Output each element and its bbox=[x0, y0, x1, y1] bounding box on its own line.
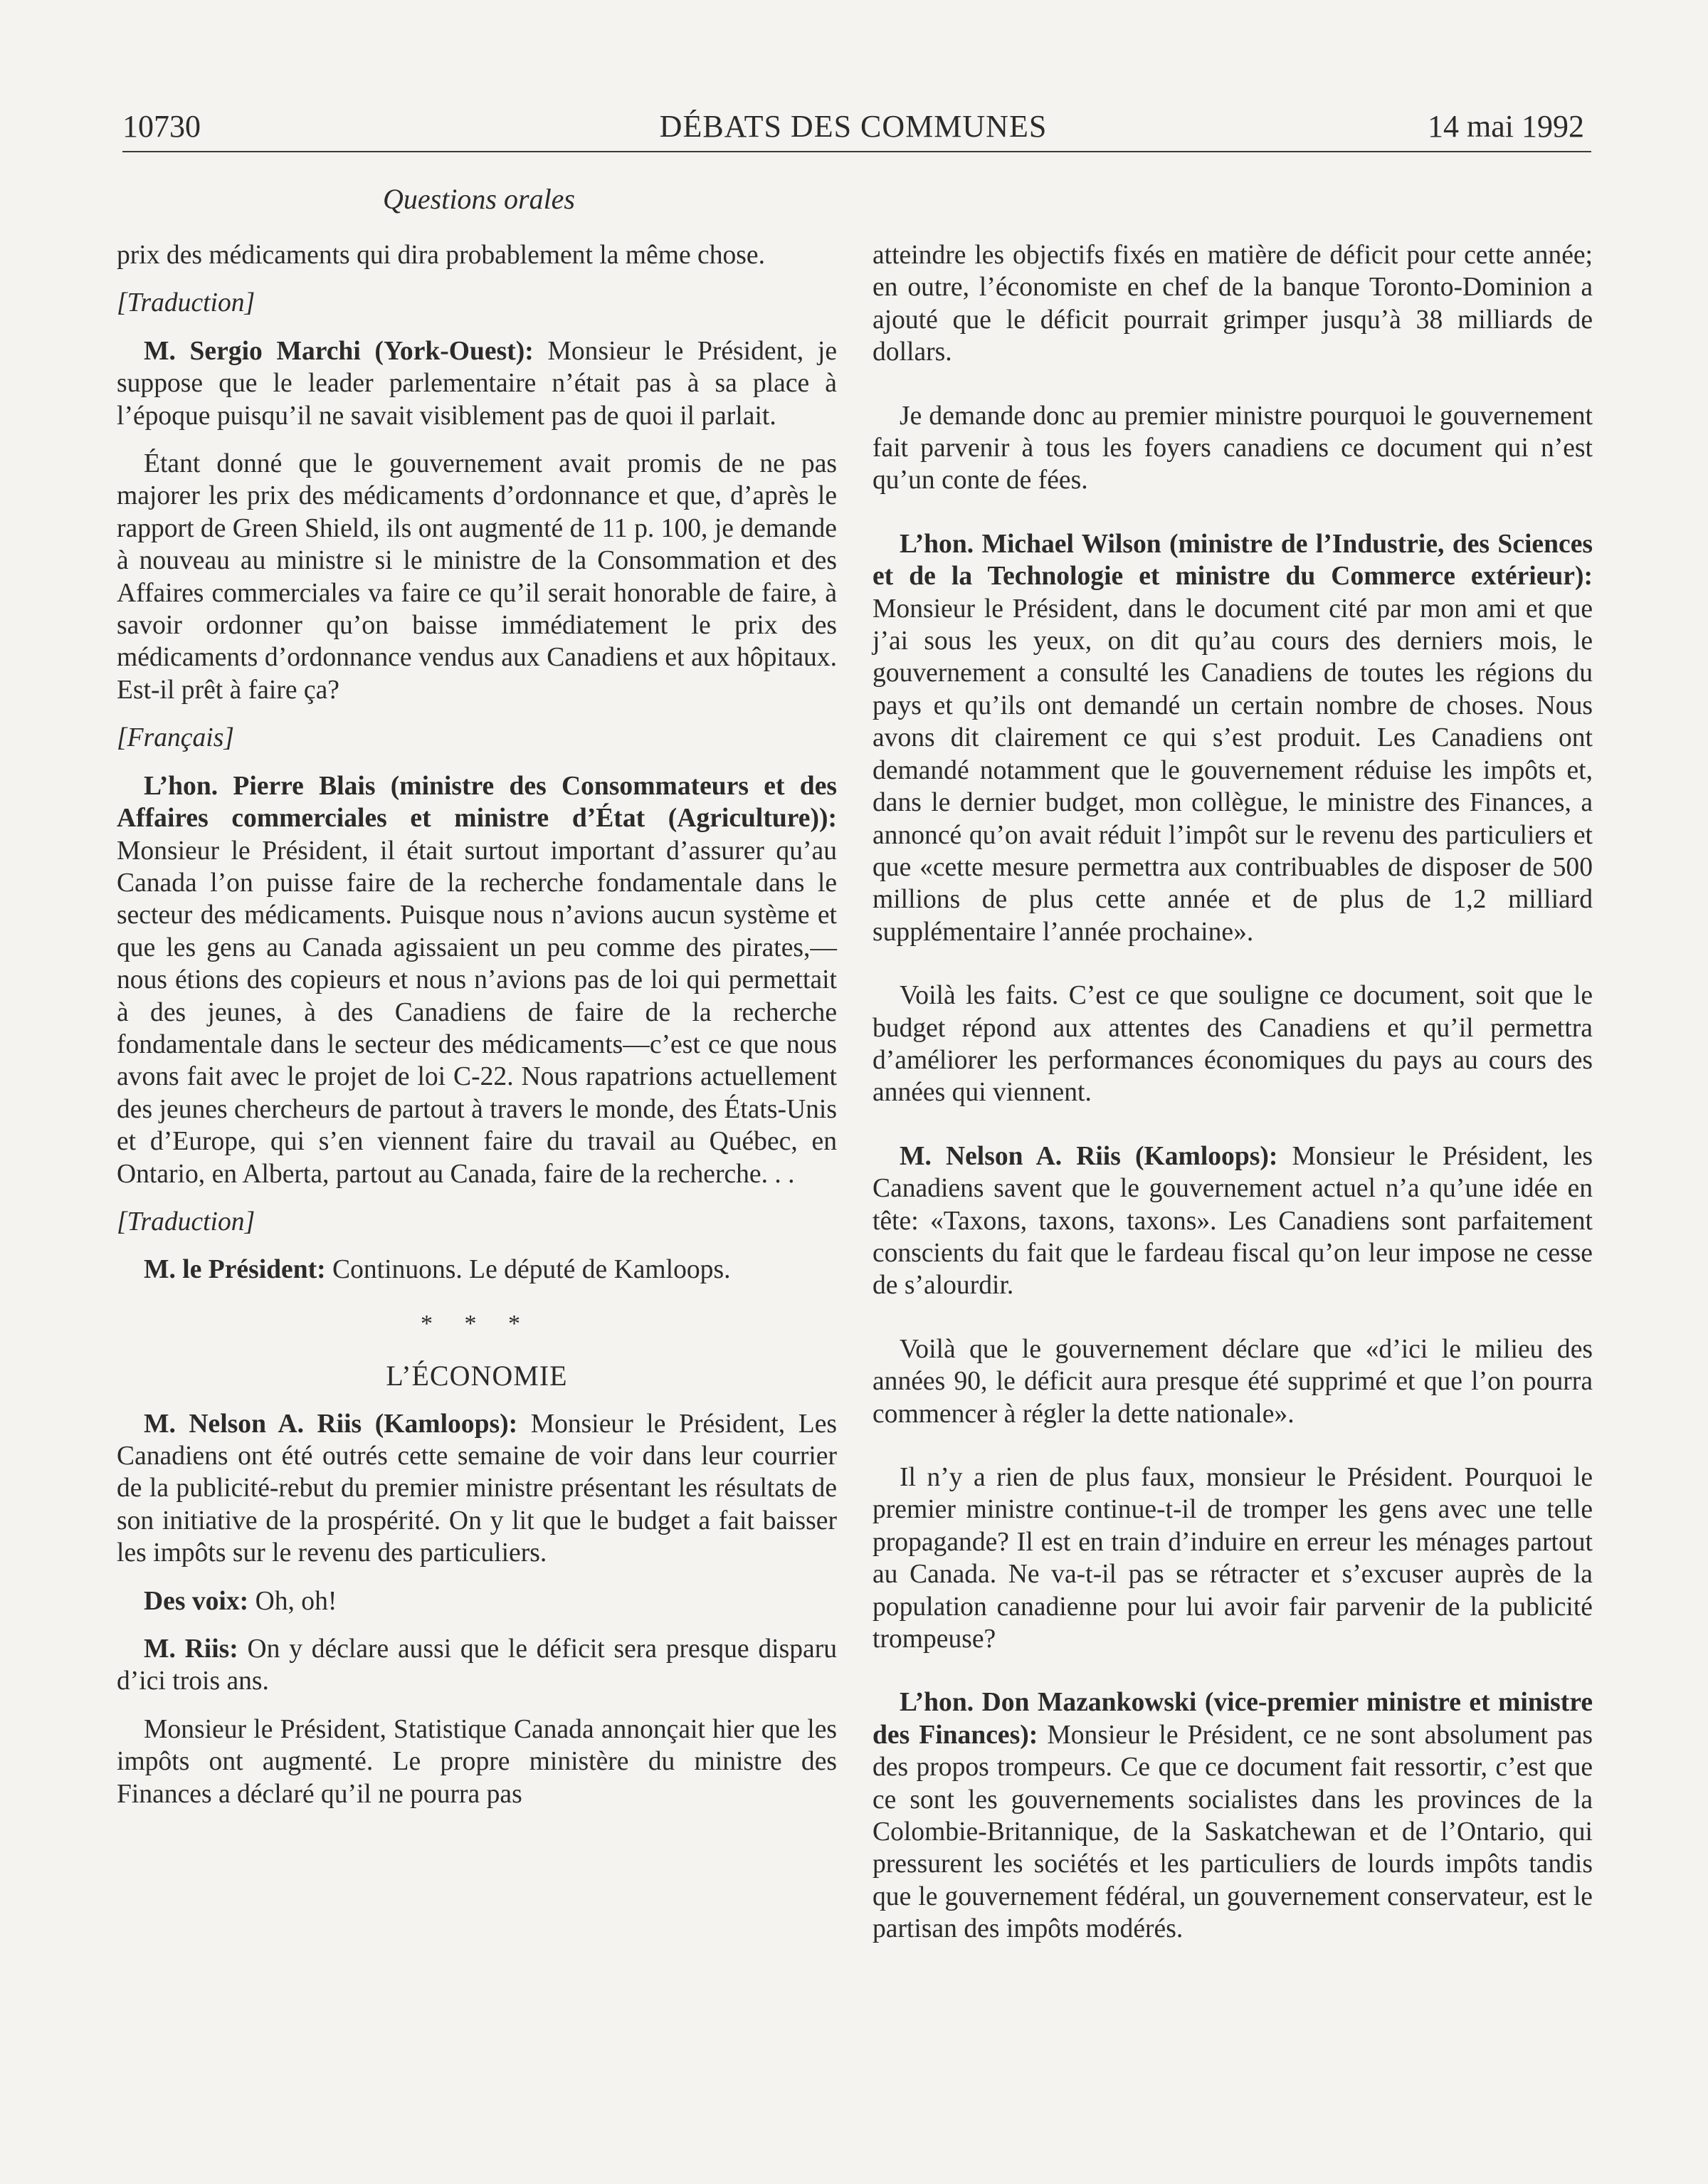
paragraph bbox=[873, 1686, 1593, 1945]
speech-text: Monsieur le Président, ce ne sont absolument pas des propos trompeurs. Ce que ce document fait ressortir, c’est que ce sont les gouvernements socialistes dans les provinces de la Colombie-Britannique, de la Saskatchewan et de l’Ontario, qui pressurent les sociétés et les particuliers de lourds impôts tandis que le gouvernement fédéral, un gouvernement conservateur, est le partisan des impôts modérés. bbox=[873, 1720, 1593, 1944]
speech-text: Monsieur le Président, Les Canadiens ont été outrés cette semaine de voir dans leur courrier de la publicité-rebut du premier ministre présentant les résultats de son initiative de la prospérité. On y lit que le budget a fait baisser les impôts sur le revenu des particuliers. bbox=[117, 1409, 837, 1568]
speaker-name: M. le Président: bbox=[144, 1255, 326, 1285]
page-number: 10730 bbox=[122, 109, 201, 144]
speech-text: Monsieur le Président, les Canadiens savent que le gouvernement actuel n’a qu’une idée en tête: «Taxons, taxons, taxons». Les Canadiens sont parfaitement conscients du fait que le fardeau fiscal qu’on leur impose ne cesse de s’alourdir. bbox=[873, 1141, 1593, 1301]
speech-text: Oh, oh! bbox=[248, 1586, 337, 1616]
paragraph: Je demande donc au premier ministre pourquoi le gouvernement fait parvenir à tous les foyers canadiens ce document qui n’est qu’un conte de fées. bbox=[873, 401, 1593, 495]
paragraph: Il n’y a rien de plus faux, monsieur le Président. Pourquoi le premier ministre continue-t-il de tromper les gens avec une telle propagande? Il est en train d’induire en erreur les ménages partout au Canada. Ne va-t-il pas se rétracter et s’excuser auprès de la population canadienne pour lui avoir fair parvenir de la publicité trompeuse? bbox=[873, 1463, 1593, 1654]
paragraph bbox=[117, 1633, 837, 1698]
speech-text: Monsieur le Président, je suppose que le leader parlementaire n’était pas à sa place à l’époque puisqu’il ne savait visiblement pas de quoi il parlait. bbox=[117, 336, 837, 431]
speech-text: On y déclare aussi que le déficit sera presque disparu d’ici trois ans. bbox=[117, 1634, 837, 1696]
speech-text: Monsieur le Président, il était surtout important d’assurer qu’au Canada l’on puisse faire de la recherche fondamentale dans le secteur des médicaments. Puisque nous n’avions aucun système et que les gens au Canada agissaient un peu comme des pirates,—nous étions des copieurs et nous n’avions pas de loi qui permettait à des jeunes, à des Canadiens de faire de la recherche fondamentale dans le secteur des médicaments—c’est ce que nous avons fait avec le projet de loi C-22. Nous rapatrions actuellement des jeunes chercheurs de partout à travers le monde, des États-Unis et d’Europe, qui s’en viennent faire du travail au Québec, en Ontario, en Alberta, partout au Canada, faire de la recherche. . . bbox=[117, 836, 837, 1189]
paragraph bbox=[117, 335, 837, 432]
speaker-name: M. Nelson A. Riis (Kamloops): bbox=[900, 1141, 1278, 1171]
paragraph bbox=[117, 1254, 837, 1286]
speaker-name: L’hon. Don Mazankowski (vice-premier ministre et ministre des Finances): bbox=[873, 1688, 1593, 1750]
paragraph bbox=[117, 1408, 837, 1570]
publication-date: 14 mai 1992 bbox=[1428, 109, 1584, 144]
language-note: [Traduction] bbox=[117, 1207, 255, 1237]
page-header bbox=[122, 105, 1584, 148]
speaker-name: L’hon. Pierre Blais (ministre des Consommateurs et des Affaires commerciales et ministre d’État (Agriculture)): bbox=[117, 771, 837, 834]
paragraph: atteindre les objectifs fixés en matière de déficit pour cette année; en outre, l’économiste en chef de la banque Toronto-Dominion a ajouté que le déficit pourrait grimper jusqu’à 38 milliards de dollars. bbox=[873, 241, 1593, 367]
paragraph bbox=[117, 770, 837, 1190]
paragraph bbox=[873, 1140, 1593, 1302]
right-column bbox=[873, 239, 1593, 1961]
publication-title: DÉBATS DES COMMUNES bbox=[659, 109, 1048, 144]
language-note: [Traduction] bbox=[117, 288, 255, 318]
speaker-name: M. Nelson A. Riis (Kamloops): bbox=[144, 1409, 518, 1439]
paragraph bbox=[873, 528, 1593, 948]
section-label: Questions orales bbox=[383, 183, 575, 215]
speaker-name: M. Riis: bbox=[144, 1634, 238, 1664]
speaker-name: Des voix: bbox=[144, 1586, 249, 1616]
left-column bbox=[117, 239, 837, 1826]
paragraph: Voilà que le gouvernement déclare que «d’ici le milieu des années 90, le déficit aura presque été supprimé et que l’on pourra commencer à régler la dette nationale». bbox=[873, 1334, 1593, 1429]
paragraph: Monsieur le Président, Statistique Canada annonçait hier que les impôts ont augmenté. Le propre ministère du ministre des Finances a déclaré qu’il ne pourra pas bbox=[117, 1714, 837, 1809]
paragraph: Voilà les faits. C’est ce que souligne ce document, soit que le budget répond aux attentes des Canadiens et qu’il permettra d’améliorer les performances économiques du pays au cours des années qui viennent. bbox=[873, 981, 1593, 1108]
paragraph bbox=[117, 1585, 837, 1617]
section-heading: L’ÉCONOMIE bbox=[386, 1360, 568, 1392]
paragraph: prix des médicaments qui dira probablement la même chose. bbox=[117, 241, 765, 270]
language-note: [Français] bbox=[117, 723, 234, 753]
speaker-name: L’hon. Michael Wilson (ministre de l’Industrie, des Sciences et de la Technologie et ministre du Commerce extérieur): bbox=[873, 529, 1593, 592]
speaker-name: M. Sergio Marchi (York-Ouest): bbox=[144, 336, 534, 366]
speech-text: Monsieur le Président, dans le document cité par mon ami et que j’ai sous les yeux, on dit qu’au cours des derniers mois, le gouvernement a consulté les Canadiens de toutes les régions du pays et qu’ils ont demandé un certain nombre de choses. Nous avons dit clairement ce qui s’est produit. Les Canadiens ont demandé notamment que le gouvernement réduise les impôts et, dans le dernier budget, mon collègue, le ministre des Finances, a annoncé qu’on avait réduit l’impôt sur le revenu des particuliers et que «cette mesure permettra aux contribuables de disposer de 500 millions de plus cette année et de plus de 1,2 milliard supplémentaire l’année prochaine». bbox=[873, 594, 1593, 947]
header-rule bbox=[122, 151, 1591, 152]
paragraph: Étant donné que le gouvernement avait promis de ne pas majorer les prix des médicaments d’ordonnance et que, d’après le rapport de Green Shield, ils ont augmenté de 11 p. 100, je demande à nouveau au ministre si le ministre de la Consommation et des Affaires commerciales va faire ce qu’il serait honorable de faire, à savoir ordonner qu’on baisse immédiatement le prix des médicaments d’ordonnance vendus aux Canadiens et aux hôpitaux. Est-il prêt à faire ça? bbox=[117, 449, 837, 705]
speech-text: Continuons. Le député de Kamloops. bbox=[325, 1255, 731, 1285]
section-separator: * * * bbox=[421, 1310, 533, 1337]
